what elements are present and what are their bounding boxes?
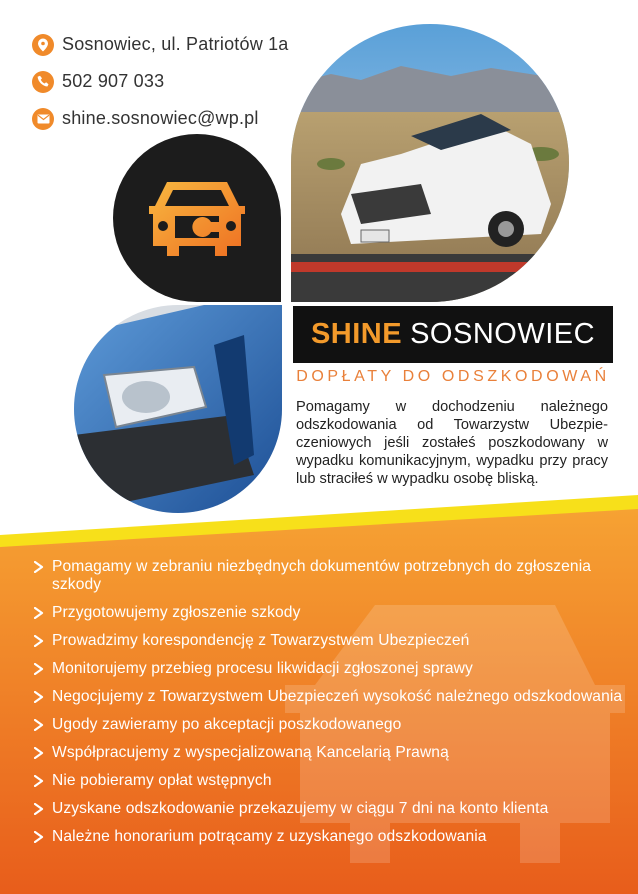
- envelope-icon: [32, 108, 54, 130]
- crashed-car-photo: [291, 24, 569, 302]
- chevron-right-icon: [34, 831, 44, 843]
- service-item: [34, 632, 624, 650]
- chevron-right-icon: [34, 561, 44, 573]
- damaged-car-illustration: [74, 305, 282, 513]
- intro-paragraph: Pomagamy w dochodzeniu należnego odszkodowania od Towarzystw Ubezpie-czeniowych jeśli zostałeś poszkodowany w wypadku komunikacyjnym, wypadku przy pracy lub straciłeś w wypadku osobę bliską.: [296, 399, 608, 487]
- chevron-right-icon: [34, 775, 44, 787]
- address-row: [32, 26, 289, 63]
- chevron-right-icon: [34, 691, 44, 703]
- service-item-text: Należne honorarium potrącamy z uzyskanego odszkodowania: [52, 828, 487, 845]
- service-item-text: Uzyskane odszkodowanie przekazujemy w ciągu 7 dni na konto klienta: [52, 800, 549, 817]
- address-text: Sosnowiec, ul. Patriotów 1a: [62, 34, 289, 54]
- brand-title-box: [293, 306, 613, 363]
- service-item: [34, 800, 624, 818]
- logo-petal: [113, 134, 281, 302]
- chevron-right-icon: [34, 607, 44, 619]
- service-item: [34, 660, 624, 678]
- brand-name-bold: SHINE: [310, 318, 403, 350]
- service-item-text: Prowadzimy korespondencję z Towarzystwem Ubezpieczeń: [52, 632, 470, 649]
- damaged-headlight-photo: [74, 305, 282, 513]
- service-item: [34, 558, 624, 594]
- brand-subtitle: DOPŁATY DO ODSZKODOWAŃ: [296, 368, 610, 385]
- crashed-car-illustration: [291, 24, 569, 302]
- service-item-text: Nie pobieramy opłat wstępnych: [52, 772, 272, 789]
- chevron-right-icon: [34, 635, 44, 647]
- chevron-right-icon: [34, 719, 44, 731]
- email-text[interactable]: shine.sosnowiec@wp.pl: [62, 108, 259, 128]
- service-item-text: Współpracujemy z wyspecjalizowaną Kancelarią Prawną: [52, 744, 449, 761]
- service-item-text: Monitorujemy przebieg procesu likwidacji zgłoszonej sprawy: [52, 660, 473, 677]
- service-item: [34, 716, 624, 734]
- brand-name-city: SOSNOWIEC: [410, 318, 596, 350]
- service-item: [34, 688, 624, 706]
- phone-icon: [32, 71, 54, 93]
- email-row: [32, 100, 289, 137]
- phone-text[interactable]: 502 907 033: [62, 71, 165, 91]
- contact-info: [32, 26, 289, 137]
- service-item: [34, 772, 624, 790]
- service-item-text: Ugody zawieramy po akceptacji poszkodowanego: [52, 716, 402, 733]
- service-item-text: Pomagamy w zebraniu niezbędnych dokumentów potrzebnych do zgłoszenia szkody: [52, 558, 592, 593]
- service-item: [34, 828, 624, 846]
- chevron-right-icon: [34, 803, 44, 815]
- location-pin-icon: [32, 34, 54, 56]
- chevron-right-icon: [34, 663, 44, 675]
- service-item: [34, 744, 624, 762]
- service-item-text: Negocjujemy z Towarzystwem Ubezpieczeń wysokość należnego odszkodowania: [52, 688, 623, 705]
- car-wrench-logo-icon: [145, 174, 249, 262]
- service-item-text: Przygotowujemy zgłoszenie szkody: [52, 604, 301, 621]
- service-item: [34, 604, 624, 622]
- services-list: [34, 558, 624, 856]
- phone-row: [32, 63, 289, 100]
- chevron-right-icon: [34, 747, 44, 759]
